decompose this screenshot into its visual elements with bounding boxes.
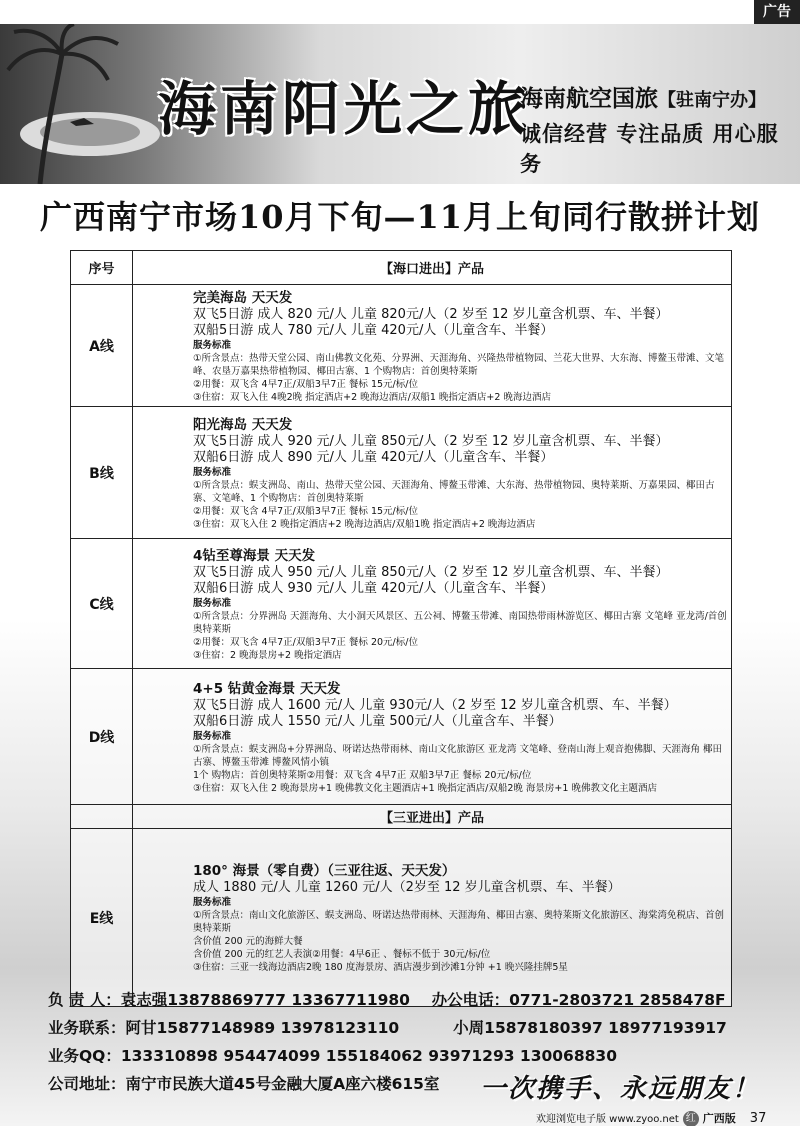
service-line: ②用餐：双飞含 4早7正/双船3早7正 餐标 15元/标/位	[193, 505, 418, 517]
site-text: 欢迎浏览电子版 www.zyoo.net	[536, 1114, 679, 1125]
sanya-header-row	[71, 805, 732, 829]
route-code: C线	[71, 539, 133, 669]
service-line: ①所含景点：蜈支洲岛、南山、热带天堂公园、天涯海角、博鳌玉带滩、大东海、热带植物园、奥特莱斯、万嘉果园、椰田古寨、文笔峰、1 个购物店：首创奥特莱斯	[193, 479, 715, 504]
qq-row	[48, 1042, 788, 1070]
route-price: 双飞5日游 成人 950 元/人 儿童 850元/人（2 岁至 12 岁儿童含机票、车、半餐）	[193, 564, 669, 580]
table-row	[71, 539, 732, 669]
route-code: A线	[71, 285, 133, 407]
palm-beach-illustration	[0, 24, 160, 184]
itinerary-table	[70, 250, 732, 1007]
route-name: 180° 海景（零自费）（三亚往返、天天发）	[193, 863, 456, 879]
route-name: 完美海岛 天天发	[193, 289, 293, 306]
route-details	[133, 539, 732, 669]
banner	[0, 24, 800, 184]
closing-slogan: 一次携手、永远朋友！	[480, 1074, 761, 1104]
office-phone-label: 办公电话：	[431, 991, 510, 1009]
headline: 广西南宁市场10月下旬—11月上旬同行散拼计划	[39, 198, 761, 236]
service-line: ③住宿：双飞入住 4晚2晚 指定酒店+2 晚海边酒店/双船1 晚指定酒店+2 晚海边酒店	[193, 391, 551, 403]
service-line: ③住宿：三亚一线海边酒店2晚 180 度海景房、酒店漫步到沙滩1分钟 +1 晚兴隆挂牌5星	[193, 962, 568, 973]
qq-label: 业务QQ：	[48, 1047, 121, 1065]
service-line: 1个 购物店：首创奥特莱斯②用餐：双飞含 4早7正 双船3早7正 餐标 20元/标/位	[193, 769, 532, 781]
slogan: 诚信经营 专注品质 用心服务	[520, 122, 779, 176]
route-price: 双飞5日游 成人 820 元/人 儿童 820元/人（2 岁至 12 岁儿童含机票、车、半餐）	[193, 306, 669, 322]
service-line: ③住宿：双飞入住 2 晚指定酒店+2 晚海边酒店/双船1晚 指定酒店+2 晚海边酒店	[193, 518, 536, 530]
address-label: 公司地址：	[48, 1075, 126, 1093]
agency-label: 海南航空国旅	[520, 86, 658, 112]
table-header-row	[71, 251, 732, 285]
route-details	[133, 285, 732, 407]
biz-contact-1: 阿甘15877148989 13978123110	[125, 1019, 400, 1037]
route-details	[133, 407, 732, 539]
route-price: 双船5日游 成人 780 元/人 儿童 420元/人（儿童含车、半餐）	[193, 322, 554, 338]
ad-tag: 广告	[754, 0, 800, 24]
sanya-header-spacer	[71, 805, 133, 829]
table-row	[71, 285, 732, 407]
service-standard-label: 服务标准	[193, 466, 232, 478]
col-code: 序号	[71, 251, 133, 285]
table-row	[71, 669, 732, 805]
brand-logo-icon: 红	[683, 1111, 699, 1126]
route-price: 双飞5日游 成人 1600 元/人 儿童 930元/人（2 岁至 12 岁儿童含机票、车、半餐）	[193, 697, 677, 713]
route-name: 4钻至尊海景 天天发	[193, 547, 316, 564]
address-value: 南宁市民族大道45号金融大厦A座六楼615室	[125, 1075, 440, 1093]
route-name: 阳光海岛 天天发	[193, 416, 293, 433]
col-product: 【海口进出】产品	[133, 251, 732, 285]
table-row	[71, 407, 732, 539]
route-code: E线	[71, 829, 133, 1007]
route-price: 双船6日游 成人 890 元/人 儿童 420元/人（儿童含车、半餐）	[193, 449, 554, 465]
service-line: 含价值 200 元的海鲜大餐	[193, 936, 303, 947]
route-price: 双船6日游 成人 930 元/人 儿童 420元/人（儿童含车、半餐）	[193, 580, 554, 596]
office-phone-value: 0771-2803721 2858478F	[509, 991, 726, 1009]
contact-value: 袁志强13878869777 13367711980	[120, 991, 410, 1009]
service-line: ②用餐：双飞含 4早7正/双船3早7正 餐标 20元/标/位	[193, 636, 418, 648]
qq-value: 133310898 954474099 155184062 93971293 130068830	[120, 1047, 617, 1065]
service-line: 含价值 200 元的红艺人表演②用餐：4早6正 、餐标不低于 30元/标/位	[193, 949, 491, 960]
table-body	[71, 285, 732, 1007]
edition-label: 广西版	[702, 1112, 736, 1125]
agency-name	[520, 80, 766, 113]
page-footer	[536, 1110, 766, 1126]
sanya-header: 【三亚进出】产品	[133, 805, 732, 829]
route-details	[133, 829, 732, 1007]
service-line: ①所含景点：南山文化旅游区、蜈支洲岛、呀诺达热带雨林、天涯海角、椰田古寨、奥特莱斯文化旅游区、海棠湾免税店、首创奥特莱斯	[193, 910, 725, 934]
biz-contact-2: 小周15878180397 18977193917	[453, 1019, 727, 1037]
contact-label: 负 责 人：	[48, 991, 121, 1009]
page-number: 37	[749, 1111, 767, 1126]
service-standard-label: 服务标准	[193, 897, 232, 908]
route-price: 双船6日游 成人 1550 元/人 儿童 500元/人（儿童含车、半餐）	[193, 713, 562, 729]
service-line: ①所含景点：蜈支洲岛+分界洲岛、呀诺达热带雨林、南山文化旅游区 亚龙湾 文笔峰、登南山海上观音抱佛脚、天涯海角 椰田古寨、博鳌玉带滩 博鳌风情小镇	[193, 743, 723, 768]
route-price: 成人 1880 元/人 儿童 1260 元/人（2岁至 12 岁儿童含机票、车、半餐）	[193, 880, 621, 895]
contact-row	[48, 986, 788, 1014]
banner-title: 海南阳光之旅	[158, 75, 531, 143]
service-standard-label: 服务标准	[193, 339, 232, 351]
route-code: B线	[71, 407, 133, 539]
route-price: 双飞5日游 成人 920 元/人 儿童 850元/人（2 岁至 12 岁儿童含机票、车、半餐）	[193, 433, 669, 449]
service-line: ②用餐：双飞含 4早7正/双船3早7正 餐标 15元/标/位	[193, 378, 418, 390]
service-standard-label: 服务标准	[193, 597, 232, 609]
table-row	[71, 829, 732, 1007]
service-line: ①所含景点：分界洲岛 天涯海角、大小洞天风景区、五公祠、博鳌玉带滩、南国热带雨林游览区、椰田古寨 文笔峰 亚龙湾/首创奥特莱斯	[193, 610, 727, 635]
service-standard-label: 服务标准	[193, 730, 232, 742]
biz-row	[48, 1014, 788, 1042]
biz-label: 业务联系：	[48, 1019, 126, 1037]
office-label: 【驻南宁办】	[658, 90, 766, 111]
route-details	[133, 669, 732, 805]
service-line: ③住宿：2 晚海景房+2 晚指定酒店	[193, 649, 342, 661]
service-line: ③住宿：双飞入住 2 晚海景房+1 晚佛教文化主题酒店+1 晚指定酒店/双船2晚 海景房+1 晚佛教文化主题酒店	[193, 782, 657, 794]
service-line: ①所含景点：热带天堂公园、南山佛教文化苑、分界洲、天涯海角、兴隆热带植物园、兰花大世界、大东海、博鳌玉带滩、文笔峰、农垦万嘉果热带植物园、椰田古寨、1 个购物店：首创奥特莱斯	[193, 352, 725, 377]
route-name: 4+5 钻黄金海景 天天发	[193, 680, 341, 697]
route-code: D线	[71, 669, 133, 805]
